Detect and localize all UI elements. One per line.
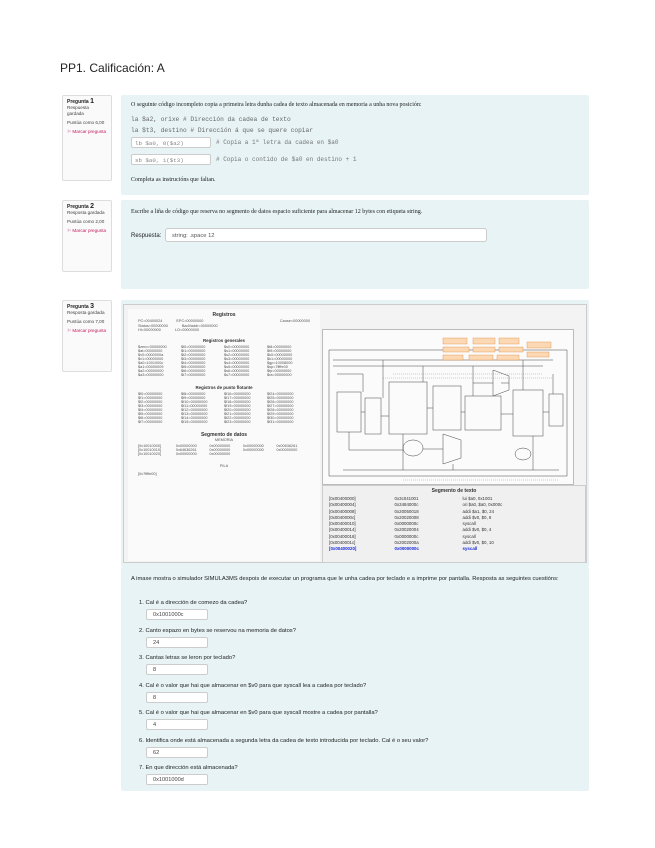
float-register-cell: $f15=00000000 xyxy=(181,420,208,424)
float-registers-table xyxy=(128,390,320,426)
float-register-cell: $f24=00000000 xyxy=(267,392,294,396)
sub-question-answer-input[interactable]: 62 xyxy=(146,747,208,758)
question-text: A imaxe mostra o simulador SIMULA3MS despois de executar un programa que le unha cadea por teclado e a imprime por pantalla. Resposta as seguintes cuestións: xyxy=(131,576,559,582)
general-register-cell: $a2=00000000 xyxy=(138,369,164,373)
float-register-cell: $f2=00000000 xyxy=(138,400,163,404)
data-segment-title: Segmento de datos xyxy=(200,432,248,438)
general-register-cell: $t3=00000000 xyxy=(181,357,206,361)
question-text: Escribe a liña de código que reserva no segmento de datos espacio suficiente para almacenar 12 bytes con etiqueta string. xyxy=(131,209,423,215)
float-register-cell: $f12=00000000 xyxy=(181,408,208,412)
text-segment-cell: [0x0040001c] xyxy=(329,540,356,546)
datapath-diagram xyxy=(322,329,574,485)
general-register-cell: $s6=00000000 xyxy=(224,369,250,373)
general-register-cell: $s4=00000000 xyxy=(224,361,250,365)
sub-question-text: 4. Cal é o valor que hai que almacenar en $v0 para que syscall lea a cadea por teclado? xyxy=(139,682,367,689)
text-segment-cell: syscall xyxy=(462,521,476,527)
general-register-cell: $k1=00000000 xyxy=(267,357,293,361)
general-register-cell: $t4=00000000 xyxy=(181,361,206,365)
float-register-cell: $f25=00000000 xyxy=(267,396,294,400)
memory-cell: 0x64636261 xyxy=(175,448,197,452)
datapath-diagram-graphic xyxy=(323,330,573,484)
text-segment-cell: [0x00400020] xyxy=(329,546,357,552)
sub-question-answer-input[interactable]: 8 xyxy=(146,664,208,675)
general-register-cell: $v1=00000000 xyxy=(138,357,164,361)
general-register-cell: $s0=00000000 xyxy=(224,345,250,349)
question-1-content xyxy=(121,95,589,195)
general-register-cell: $t5=00000000 xyxy=(181,365,206,369)
question-state: Resposta gardada xyxy=(67,310,105,315)
registers-panel xyxy=(128,309,320,561)
general-register-cell: $s2=00000000 xyxy=(224,353,250,357)
text-segment-cell: 0x3484000c xyxy=(394,502,419,508)
general-register-cell: $s3=00000000 xyxy=(224,357,250,361)
general-register-cell: $t8=00000000 xyxy=(267,345,292,349)
text-segment-cell: syscall xyxy=(462,533,476,539)
float-register-cell: $f21=00000000 xyxy=(224,412,251,416)
question-number: Pregunta 1 xyxy=(67,98,94,105)
text-segment-cell: 0x20020008 xyxy=(394,514,419,520)
code-line: la $a2, orixe # Dirección da cadea de texto xyxy=(131,116,291,123)
sub-question-text: 2. Canto espazo en bytes se reservou na memoria de datos? xyxy=(139,627,296,634)
sub-question-text: 7. En que dirección está almacenada? xyxy=(139,765,238,771)
general-register-cell: $gp=10008000 xyxy=(267,361,293,365)
text-segment-cell: syscall xyxy=(462,546,478,552)
question-score: Puntúa como 2,00 xyxy=(67,219,105,224)
cause-register: Cause=00000000 xyxy=(279,319,310,323)
memory-cell: [0x10010010] xyxy=(138,448,162,452)
text-segment-cell: 0x2002000a xyxy=(394,540,419,546)
flag-icon: ⚐ xyxy=(67,129,72,134)
status-register: Status=00000000 xyxy=(138,324,168,328)
answer-label: Respuesta: xyxy=(131,233,162,239)
general-registers-title: Registros generales xyxy=(203,338,245,343)
sub-question-answer-input[interactable]: 4 xyxy=(146,719,208,730)
pc-register: PC=00400024 xyxy=(138,319,163,323)
text-segment-cell: 0x3c041001 xyxy=(394,496,419,501)
hi-register: HI=00000000 xyxy=(138,328,161,332)
memory-cell: [0x10010000] xyxy=(138,444,162,448)
sub-question-answer-input[interactable]: 24 xyxy=(146,637,208,648)
general-register-cell: $t2=00000000 xyxy=(181,353,206,357)
text-segment-cell: addi $a1, $0, 24 xyxy=(462,508,495,514)
general-register-cell: $a1=00000009 xyxy=(138,365,164,369)
flag-question-link[interactable]: ⚐ Marcar pregunta xyxy=(67,228,107,233)
text-segment-cell: [0x00400014] xyxy=(329,527,356,533)
float-register-cell: $f23=00000000 xyxy=(224,420,251,424)
float-register-cell: $f16=00000000 xyxy=(224,392,251,396)
general-register-cell: $ra=00000000 xyxy=(267,373,292,377)
text-segment-table xyxy=(323,494,585,553)
float-register-cell: $f18=00000000 xyxy=(224,400,251,404)
general-register-cell: $s7=00000000 xyxy=(224,373,250,377)
general-register-cell: $s1=00000000 xyxy=(224,349,250,353)
flag-icon: ⚐ xyxy=(67,328,72,333)
memory-cell: 0x00000000 xyxy=(276,448,298,452)
float-register-cell: $f0=00000000 xyxy=(138,392,163,396)
question-2-content xyxy=(121,200,589,289)
memory-cell: 0x00000000 xyxy=(175,444,197,448)
general-register-cell: $k0=00000000 xyxy=(267,353,293,357)
float-register-cell: $f5=00000000 xyxy=(138,412,163,416)
general-register-cell: $a0=1001000c xyxy=(138,361,164,365)
flag-icon: ⚐ xyxy=(67,228,72,233)
memory-cell: 0x00000000 xyxy=(209,452,231,456)
float-register-cell: $f31=00000000 xyxy=(267,420,294,424)
text-segment-cell: 0x0000000c xyxy=(394,521,419,527)
float-register-cell: $f9=00000000 xyxy=(181,396,206,400)
text-segment-row xyxy=(329,546,581,552)
flag-question-link[interactable]: ⚐ Marcar pregunta xyxy=(67,328,107,333)
general-register-cell: $zero=00000000 xyxy=(138,345,167,349)
general-register-cell: $v0=0000000a xyxy=(138,353,164,357)
sub-question-answer-input[interactable]: 8 xyxy=(146,692,208,703)
sub-question-answer-input[interactable]: 0x1001000c xyxy=(146,609,208,620)
text-segment-cell: [0x00400008] xyxy=(329,508,356,514)
general-register-cell: $t0=00000000 xyxy=(181,345,206,349)
general-register-cell: $t1=00000000 xyxy=(181,349,206,353)
question-3-figure xyxy=(121,300,589,567)
float-register-cell: $f8=00000000 xyxy=(181,392,206,396)
code-comment: # Copia a 1ª letra da cadea en $a0 xyxy=(216,139,339,146)
flag-question-link[interactable]: ⚐ Marcar pregunta xyxy=(67,129,107,134)
float-register-cell: $f29=00000000 xyxy=(267,412,294,416)
question-score: Puntúa como 6,00 xyxy=(67,120,105,125)
general-register-cell: $t7=00000000 xyxy=(181,373,206,377)
text-segment-cell: [0x00400000] xyxy=(329,496,356,501)
float-register-cell: $f26=00000000 xyxy=(267,400,294,404)
float-registers-title: Registros de punto flotante xyxy=(195,385,253,390)
text-segment-cell: 0x20050018 xyxy=(394,508,419,514)
registers-title: Registros xyxy=(212,312,236,318)
memory-cell: 0x00000000 xyxy=(242,444,264,448)
general-register-cell: $fp=00000000 xyxy=(267,369,292,373)
general-register-cell: $at=00000000 xyxy=(138,349,163,353)
question-info-1 xyxy=(62,95,112,181)
float-register-cell: $f10=00000000 xyxy=(181,400,208,404)
text-segment-cell: ori $a0, $a0, 0x000c xyxy=(462,502,503,508)
float-register-cell: $f28=00000000 xyxy=(267,408,294,412)
epc-register: EPC=00000000 xyxy=(176,319,204,323)
general-register-cell: $t9=00000000 xyxy=(267,349,292,353)
question-text: O seguinte código incompleto copia a primeira letra dunha cadea de texto almacenada en memoria a unha nova posición: xyxy=(131,102,422,108)
memory-label: MEMORIA xyxy=(214,438,234,442)
float-register-cell: $f6=00000000 xyxy=(138,416,163,420)
text-segment-cell: 0x0000000c xyxy=(394,546,419,552)
question-number: Pregunta 3 xyxy=(67,303,94,310)
instruction-text: Completa as instrucións que faltan. xyxy=(131,177,216,183)
question-state: Resposta gardada xyxy=(67,210,105,215)
page-title: PP1. Calificación: A xyxy=(60,61,165,75)
float-register-cell: $f27=00000000 xyxy=(267,404,294,408)
memory-cell: 0x00636261 xyxy=(276,444,298,448)
general-registers-table xyxy=(128,343,320,379)
float-register-cell: $f19=00000000 xyxy=(224,404,251,408)
memory-table xyxy=(128,442,320,458)
memory-cell: 0x00000000 xyxy=(209,448,231,452)
general-register-cell: $t6=00000000 xyxy=(181,369,206,373)
memory-cell: 0x00000000 xyxy=(242,448,264,452)
float-register-cell: $f4=00000000 xyxy=(138,408,163,412)
text-segment-cell: 0x20020004 xyxy=(394,527,419,533)
float-register-cell: $f1=00000000 xyxy=(138,396,163,400)
float-register-cell: $f11=00000000 xyxy=(181,404,208,408)
float-register-cell: $f3=00000000 xyxy=(138,404,163,408)
general-register-cell: $sp=7ffffe00 xyxy=(267,365,288,369)
code-line: la $t3, destino # Dirección á que se quere copiar xyxy=(131,127,313,134)
text-segment-cell: addi $v0, $0, 8 xyxy=(462,514,492,520)
memory-cell: 0x00000000 xyxy=(175,452,197,456)
sub-question-text: 5. Cal é o valor que hai que almacenar en $v0 para que syscall mostre a cadea por pantalla? xyxy=(139,710,378,716)
sub-question-text: 3. Cantas letras se leron por teclado? xyxy=(139,655,236,661)
text-segment-cell: 0x0000000c xyxy=(394,533,419,539)
general-register-cell: $s5=00000000 xyxy=(224,365,250,369)
memory-cell: 0x00000000 xyxy=(209,444,231,448)
code-answer-input[interactable]: lb $a0, 0($a2) xyxy=(131,137,211,148)
float-register-row xyxy=(138,420,310,424)
text-segment-cell: lui $a0, 0x1001 xyxy=(462,496,493,501)
text-segment-title: Segmento de texto xyxy=(431,488,477,494)
memory-cell: [0x10010020] xyxy=(138,452,162,456)
float-register-cell: $f13=00000000 xyxy=(181,412,208,416)
text-segment-cell: [0x00400010] xyxy=(329,521,356,527)
question-number: Pregunta 2 xyxy=(67,203,94,210)
sub-question-answer-input[interactable]: 0x1001000d xyxy=(146,774,208,785)
float-register-cell: $f7=00000000 xyxy=(138,420,163,424)
text-segment-cell: [0x00400018] xyxy=(329,533,356,539)
code-answer-input[interactable]: sb $a0, 1($t3) xyxy=(131,154,211,165)
text-segment-cell: addi $v0, $0, 4 xyxy=(462,527,492,533)
text-segment-cell: [0x00400004] xyxy=(329,502,356,508)
float-register-cell: $f22=00000000 xyxy=(224,416,251,420)
badvaddr-register: BadVaddr=00000000 xyxy=(181,324,218,328)
stack-label: PILA xyxy=(219,464,229,468)
stack-address: [0x7ffffe00] xyxy=(138,472,157,476)
question-state: Respuesta gardada xyxy=(67,105,89,116)
simulator-screenshot xyxy=(123,304,587,563)
float-register-cell: $f30=00000000 xyxy=(267,416,294,420)
float-register-cell: $f14=00000000 xyxy=(181,416,208,420)
memory-row xyxy=(138,452,310,456)
general-register-row xyxy=(138,373,310,377)
question-info-3 xyxy=(62,300,112,372)
question-info-2 xyxy=(62,200,112,272)
lo-register: LO=00000000 xyxy=(174,328,200,332)
question-score: Puntúa como 7,00 xyxy=(67,319,105,324)
float-register-cell: $f20=00000000 xyxy=(224,408,251,412)
general-register-cell: $a3=00000000 xyxy=(138,373,164,377)
sub-question-text: 6. Identifica onde está almacenada a segunda letra da cadea de texto introducida por teclado. Cal é o seu valor? xyxy=(139,737,429,744)
float-register-cell: $f17=00000000 xyxy=(224,396,251,400)
text-segment-cell: addi $v0, $0, 10 xyxy=(462,540,494,546)
text-segment-panel xyxy=(322,485,586,563)
answer-input[interactable]: string: .space 12 xyxy=(165,228,487,242)
text-segment-cell: [0x0040000c] xyxy=(329,514,356,520)
code-comment: # Copia o contido de $a0 en destino + 1 xyxy=(216,156,357,163)
sub-question-text: 1. Cal é a dirección de comezo da cadea? xyxy=(139,600,248,606)
